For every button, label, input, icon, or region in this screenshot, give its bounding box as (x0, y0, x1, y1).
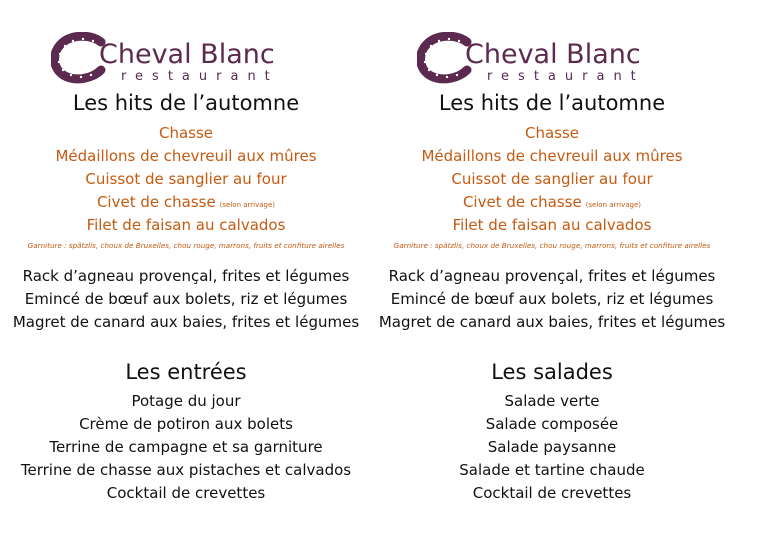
section-title: Les entrées (125, 360, 247, 384)
list-item: Emincé de bœuf aux bolets, riz et légumes (24, 290, 348, 308)
list-item: Crème de potiron aux bolets (79, 415, 293, 433)
list-item: Terrine de campagne et sa garniture (49, 438, 323, 456)
list-item: Filet de faisan au calvados (86, 216, 286, 234)
list-item: Potage du jour (131, 392, 241, 410)
list-item: Salade composée (485, 415, 619, 433)
list-item: Salade verte (504, 392, 600, 410)
mains-list (5, 265, 367, 334)
item-note: (selon arrivage) (585, 201, 642, 209)
list-item: Médaillons de chevreuil aux mûres (55, 147, 317, 165)
cheval-blanc-logo-icon (51, 32, 321, 84)
page-title: Les hits de l’automne (438, 91, 666, 115)
list-item: Filet de faisan au calvados (452, 216, 652, 234)
menu-left (5, 0, 367, 543)
list-item: Civet de chasse (selon arrivage) (96, 193, 276, 211)
mains-list (371, 265, 733, 334)
list-item: Salade et tartine chaude (459, 461, 645, 479)
list-item: Civet de chasse (selon arrivage) (462, 193, 642, 211)
list-item: Magret de canard aux baies, frites et légumes (12, 313, 360, 331)
cheval-blanc-logo-icon (417, 32, 687, 84)
logo-subtitle: restaurant (487, 69, 645, 84)
logo-subtitle: restaurant (121, 69, 279, 84)
restaurant-logo (51, 32, 321, 84)
section-title: Les salades (491, 360, 613, 384)
list-item: Cuissot de sanglier au four (85, 170, 287, 188)
restaurant-logo (417, 32, 687, 84)
menu-right (371, 0, 733, 543)
garniture-note: Garniture : spätzlis, choux de Bruxelles, chou rouge, marrons, fruits et confiture airelles (393, 241, 711, 250)
garniture-note: Garniture : spätzlis, choux de Bruxelles, chou rouge, marrons, fruits et confiture airelles (27, 241, 345, 250)
section-list (371, 390, 733, 505)
list-item: Rack d’agneau provençal, frites et légumes (22, 267, 350, 285)
section-list (5, 390, 367, 505)
list-item: Cuissot de sanglier au four (451, 170, 653, 188)
list-item: Rack d’agneau provençal, frites et légumes (388, 267, 716, 285)
hits-list (371, 122, 733, 237)
hits-list (5, 122, 367, 237)
list-item: Chasse (524, 124, 580, 142)
list-item: Salade paysanne (487, 438, 617, 456)
list-item: Cocktail de crevettes (472, 484, 632, 502)
item-note: (selon arrivage) (219, 201, 276, 209)
logo-name: Cheval Blanc (99, 39, 275, 70)
logo-name: Cheval Blanc (465, 39, 641, 70)
page-title: Les hits de l’automne (72, 91, 300, 115)
list-item: Emincé de bœuf aux bolets, riz et légumes (390, 290, 714, 308)
list-item: Magret de canard aux baies, frites et légumes (378, 313, 726, 331)
list-item: Cocktail de crevettes (106, 484, 266, 502)
list-item: Chasse (158, 124, 214, 142)
list-item: Terrine de chasse aux pistaches et calvados (20, 461, 352, 479)
list-item: Médaillons de chevreuil aux mûres (421, 147, 683, 165)
